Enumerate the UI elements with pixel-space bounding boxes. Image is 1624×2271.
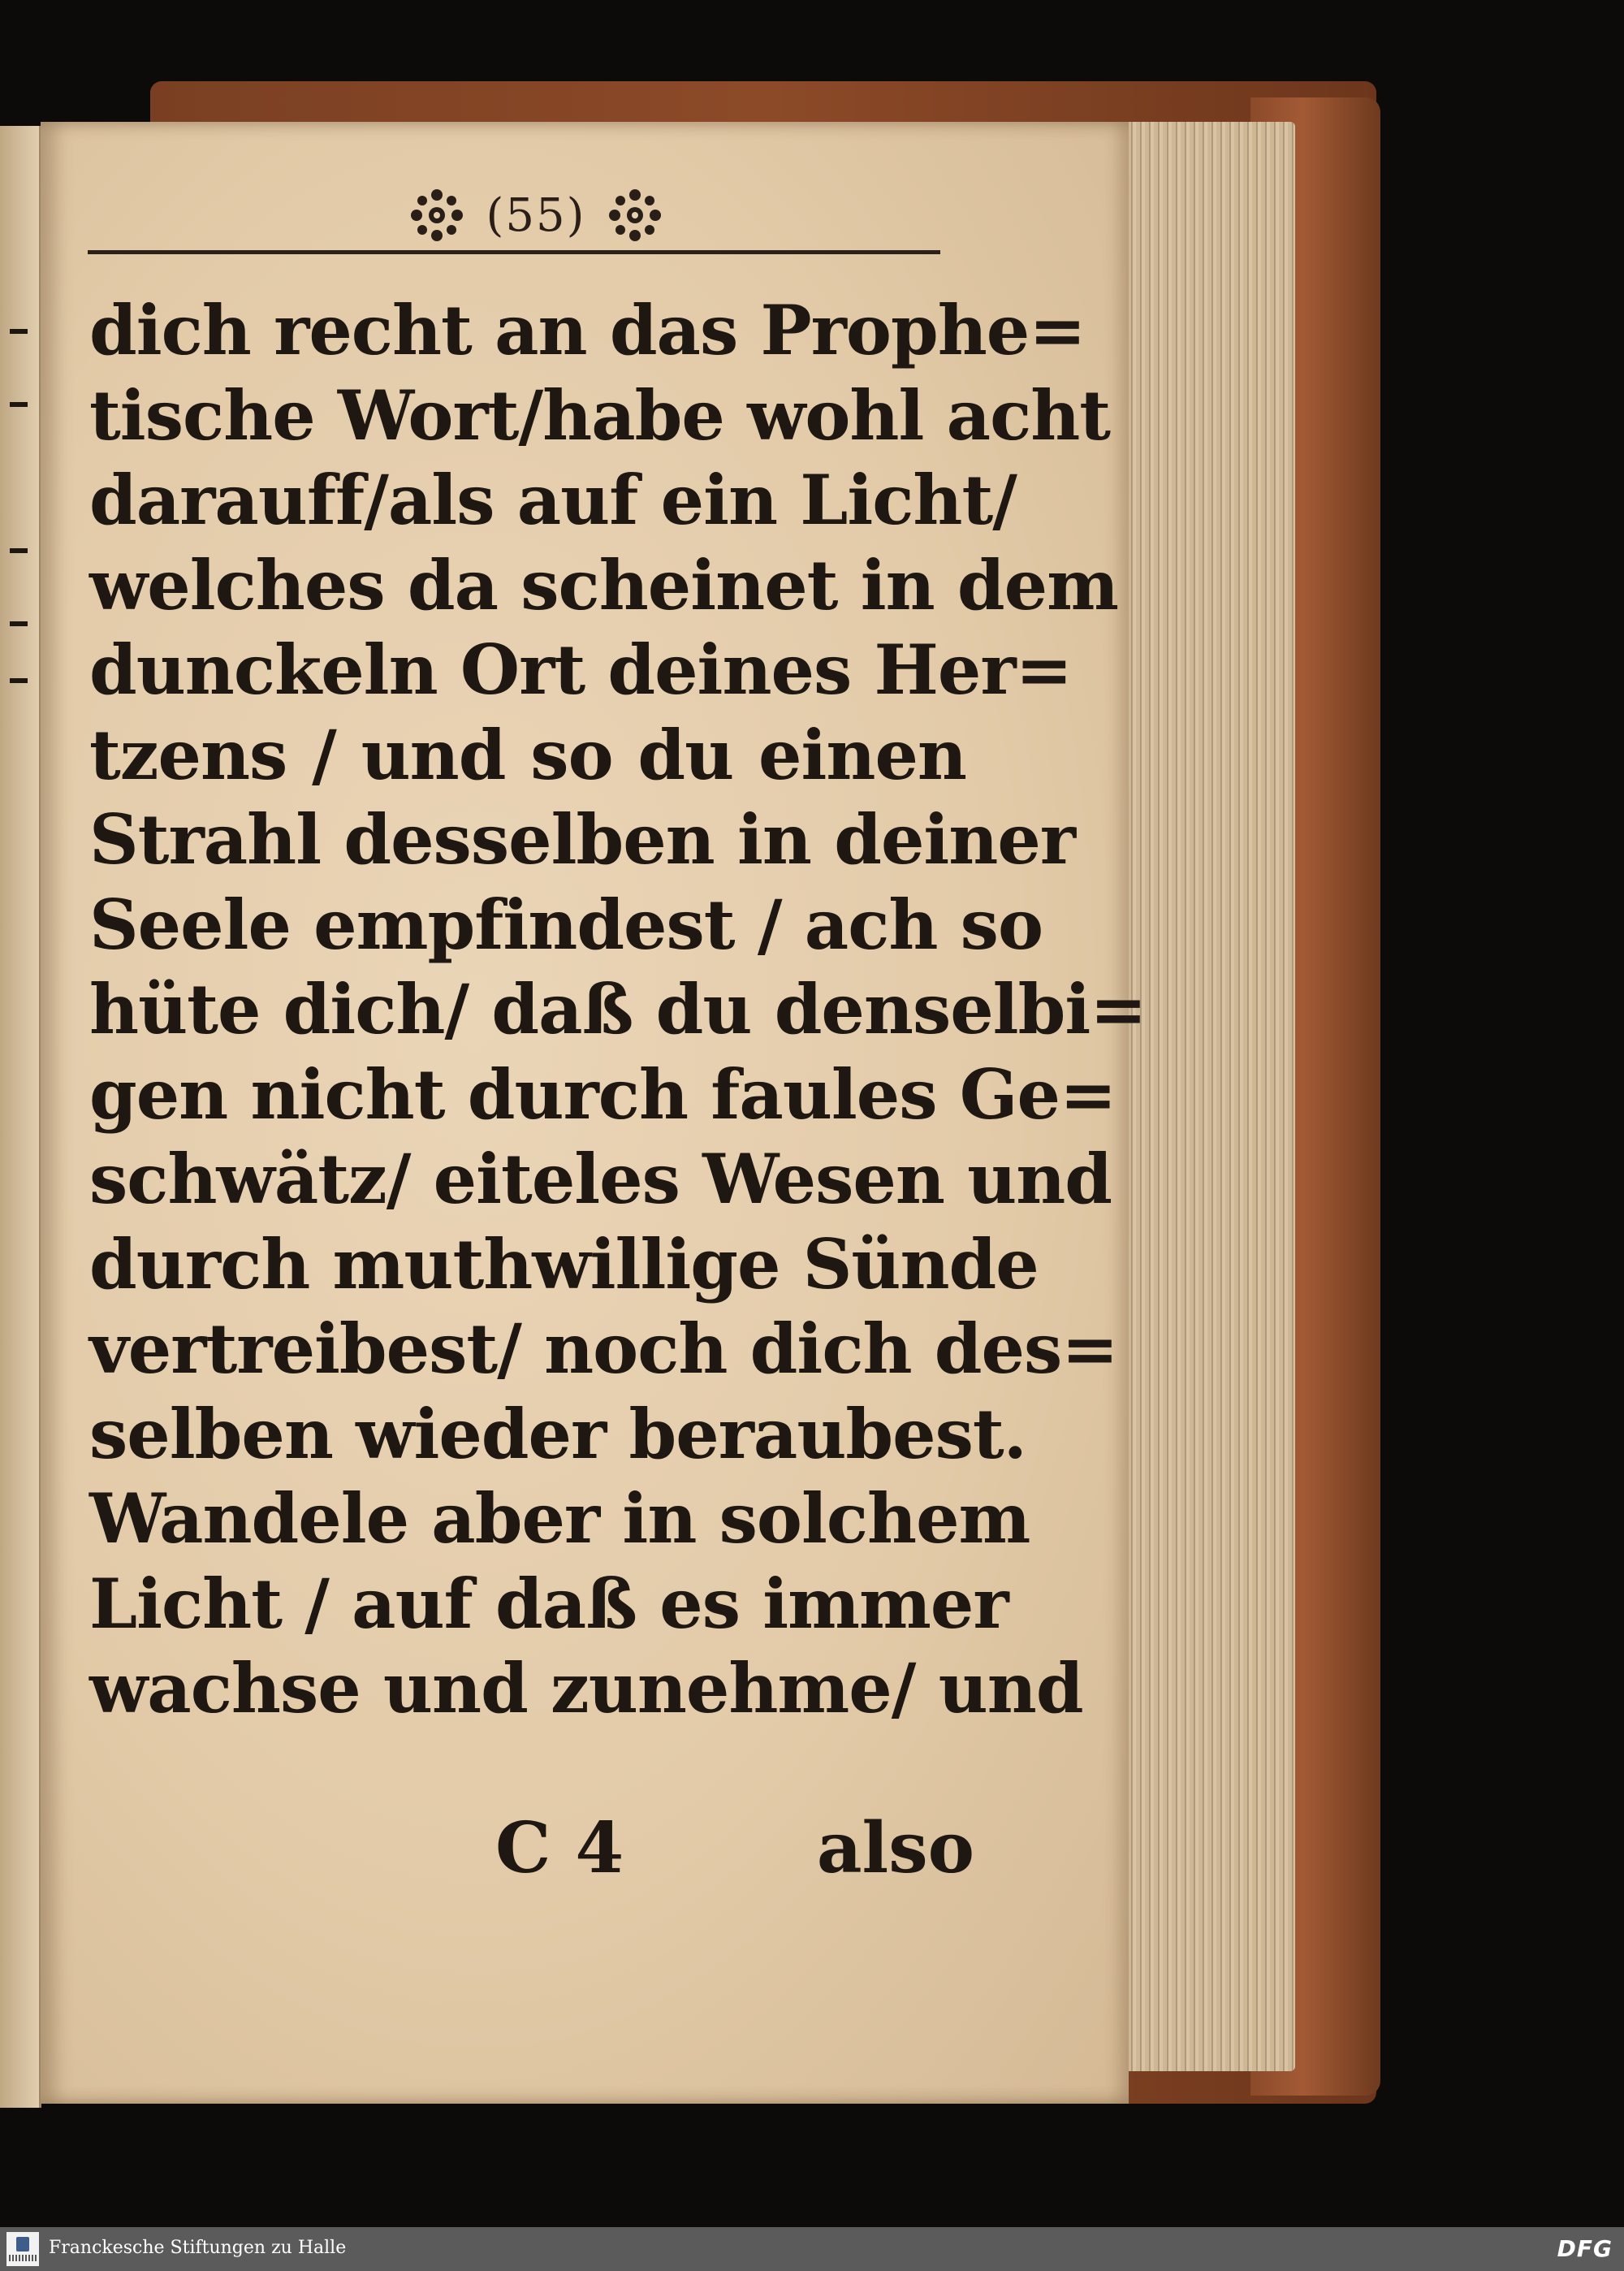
ink-mark bbox=[10, 402, 28, 407]
page-block-edges bbox=[1100, 122, 1295, 2071]
page-footer bbox=[89, 1807, 974, 1897]
flower-ornament-icon bbox=[408, 187, 465, 244]
text-line: darauff/als auf ein Licht/ bbox=[89, 460, 1017, 540]
text-line: dunckeln Ort deines Her= bbox=[89, 629, 1072, 710]
text-line: tische Wort/habe wohl acht bbox=[89, 374, 1111, 456]
book-page bbox=[41, 122, 1147, 2104]
ink-mark bbox=[10, 548, 28, 553]
page-number: (55) bbox=[486, 188, 586, 242]
catchword: also bbox=[816, 1807, 974, 1889]
ink-mark bbox=[10, 621, 28, 626]
text-line: welches da scheinet in dem bbox=[89, 544, 1118, 625]
text-line: schwätz/ eiteles Wesen und bbox=[89, 1139, 1112, 1219]
signature-mark: C 4 bbox=[495, 1807, 624, 1889]
institution-name: Franckesche Stiftungen zu Halle bbox=[49, 2238, 347, 2258]
text-line: Strahl desselben in deiner bbox=[89, 799, 1076, 880]
left-page-edge bbox=[0, 126, 41, 2108]
text-line: Seele empfindest / ach so bbox=[89, 884, 1043, 965]
logo-mark bbox=[16, 2237, 29, 2252]
text-line: gen nicht durch faules Ge= bbox=[89, 1053, 1116, 1135]
text-line: selben wieder beraubest. bbox=[89, 1393, 1026, 1474]
text-line: vertreibest/ noch dich des= bbox=[89, 1309, 1118, 1389]
text-line: tzens / und so du einen bbox=[89, 714, 966, 795]
institution-logo-icon bbox=[6, 2232, 39, 2266]
ink-mark bbox=[10, 678, 28, 683]
ink-mark bbox=[10, 329, 28, 334]
logo-small-text bbox=[9, 2255, 37, 2261]
text-line: Licht / auf daß es immer bbox=[89, 1563, 1009, 1644]
text-line: dich recht an das Prophe= bbox=[89, 290, 1086, 370]
text-line: durch muthwillige Sünde bbox=[89, 1223, 1039, 1304]
body-text bbox=[89, 288, 1147, 1732]
dfg-logo: DFG bbox=[1557, 2235, 1613, 2262]
text-line: Wandele aber in solchem bbox=[89, 1478, 1030, 1559]
header-rule bbox=[88, 250, 940, 254]
flower-ornament-icon bbox=[607, 187, 663, 244]
text-line: hüte dich/ daß du denselbi= bbox=[89, 969, 1147, 1049]
viewer-footer-bar bbox=[0, 2227, 1624, 2271]
page-header bbox=[365, 179, 706, 252]
text-line: wachse und zunehme/ und bbox=[89, 1648, 1083, 1728]
